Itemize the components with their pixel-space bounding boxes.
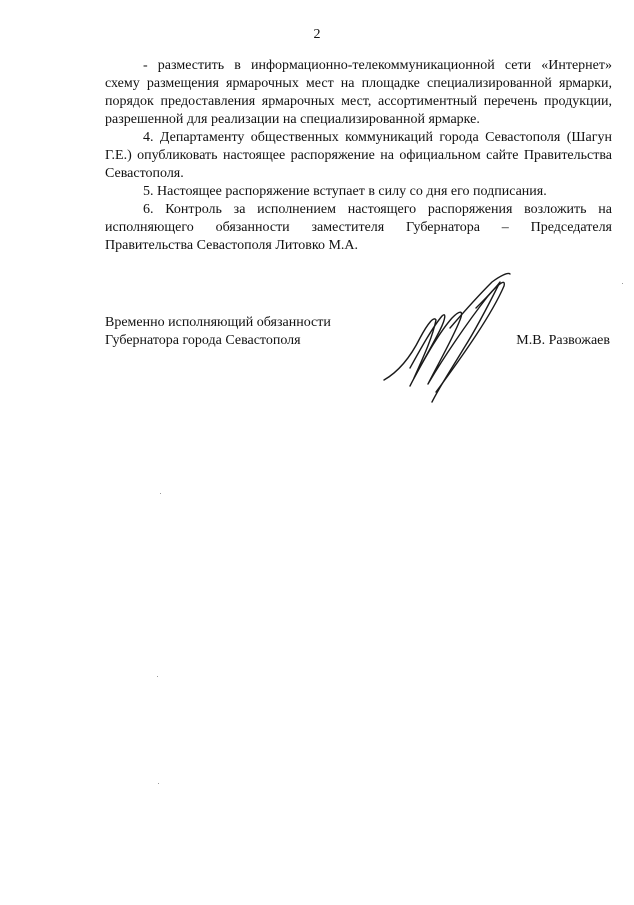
handwritten-signature (380, 268, 515, 413)
paragraph-6-control: 6. Контроль за исполнением настоящего распоряжения возложить на исполняющего обязанности заместителя Губернатора – Председателя Правительства Севастополя Литовко М.А. (105, 202, 612, 253)
signature-stroke-main (384, 282, 504, 392)
scan-speck (158, 783, 159, 784)
scan-speck (160, 493, 161, 494)
signatory-name: М.В. Развожаев (516, 333, 610, 348)
paragraph-publish-scheme: - разместить в информационно-телекоммуникационной сети «Интернет» схему размещения ярмарочных мест на площадке специализированной ярмарки, порядок предоставления ярмарочных мест, ассортиментный перечень продукции, разрешенной для реализации на специализированной ярмарке. (105, 58, 612, 127)
paragraph-5-effective-date: 5. Настоящее распоряжение вступает в силу со дня его подписания. (143, 184, 547, 199)
signatory-title (105, 314, 331, 350)
document-body (105, 57, 612, 255)
signature-stroke-tail (432, 282, 500, 402)
signatory-title-line-2: Губернатора города Севастополя (105, 333, 301, 348)
scan-speck (622, 283, 623, 284)
paragraph-4-publication: 4. Департаменту общественных коммуникаций города Севастополя (Шагун Г.Е.) опубликовать настоящее распоряжение на официальном сайте Правительства Севастополя. (105, 130, 612, 181)
scan-speck (157, 676, 158, 677)
signatory-title-line-1: Временно исполняющий обязанности (105, 315, 331, 330)
page-number: 2 (313, 27, 321, 42)
